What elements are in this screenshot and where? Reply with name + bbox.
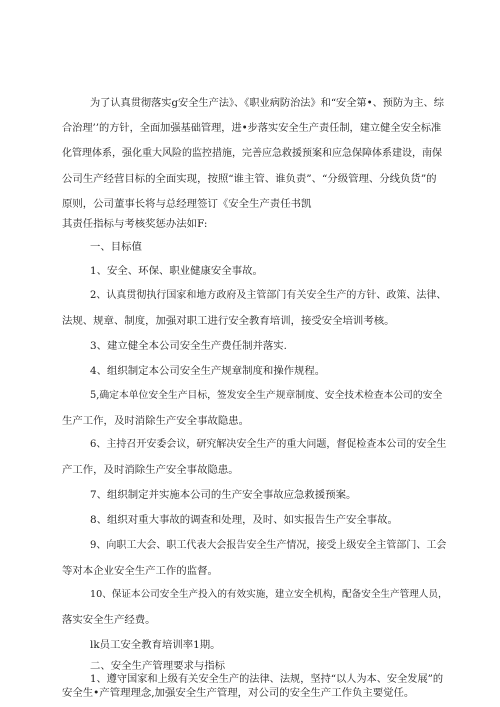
- list-item: 2、认真贯彻执行国家和地方政府及主管部门有关安全生产的方针、政策、法律、: [90, 289, 447, 301]
- list-item: 4、组织制定本公司安全生产规章制度和操作规程。: [90, 365, 326, 378]
- intro-line: 为了认真贯彻落实g安全生产法》、《职业病防治法》和“安全第•、预防为主、综: [90, 98, 444, 109]
- list-item: 1、遵守国家和上级有关安全生产的法律、法规，坚持“以人为本、安全发展”的: [90, 673, 444, 685]
- intro-line: 公司生产经营目标的全面实现，按照“谁主管、谁负责”、“分级管理、分线负货”的: [62, 173, 437, 186]
- intro-line: 其责任指标与考核奖惩办法如F:: [62, 217, 208, 230]
- list-item: 8、组织对重大事故的调查和处理，及时、如实报告生产安全事故。: [90, 514, 398, 527]
- list-item-continuation: 法规、规章、制度，加强对职工进行安全教育培训，接受安全培训考核。: [62, 314, 395, 327]
- section-heading: 一、目标值: [90, 240, 142, 253]
- list-item-continuation: 落实安全生产经费。: [62, 613, 156, 626]
- list-item-continuation: 产工作，及时消除生产安全事故隐患。: [62, 464, 239, 477]
- list-item: 9、向职工大会、职工代表大会报告安全生产情况，接受上级安全主管部门、工会: [90, 539, 447, 551]
- section-heading: 二、安全生产管理要求与指标: [90, 660, 226, 672]
- list-item: 5,确定本单位安全生产目标，签发安全生产规章制度、安全技术检查本公司的安全: [90, 390, 443, 402]
- intro-line: 原则，公司董事长将与总经理签订《安全生产责任书凯: [62, 198, 312, 211]
- list-item: 1、安全、环保、职业健康安全事故。: [90, 264, 263, 277]
- list-item: 6、主持召开安委会议，研究解决安全生产的重大问题，督促检查本公司的安全生: [90, 439, 447, 451]
- intro-line: 化管理体系，强化重大风险的监控措施，完善应急救援预案和应急保障体系建设，南保: [62, 148, 442, 160]
- list-item: 3、建立健全本公司安全生产费任制并落实.: [90, 339, 287, 352]
- list-item-continuation: 等对本企业安全生产工作的监督。: [62, 564, 218, 577]
- list-item: 7、组织制定并实施本公司的生产安全事故应急救援预案。: [90, 489, 357, 502]
- list-item: 10、保证本公司安全生产投入的有效实施，建立安全机构，配备安全生产管理人员，: [90, 588, 448, 600]
- list-item-continuation: 生产工作，及时消除生产安全事故隐患。: [62, 415, 250, 428]
- list-item-continuation: 安全生•产管理理念,加强安全生产管理，对公司的安全生产工作负主要觉任。: [62, 687, 415, 699]
- list-item: lk员工安全教育培训率1期。: [90, 638, 221, 651]
- intro-line: 合治理’’的方针，全面加强基础管理，进•步落实安全生产责任制，建立健全安全标准: [62, 123, 442, 135]
